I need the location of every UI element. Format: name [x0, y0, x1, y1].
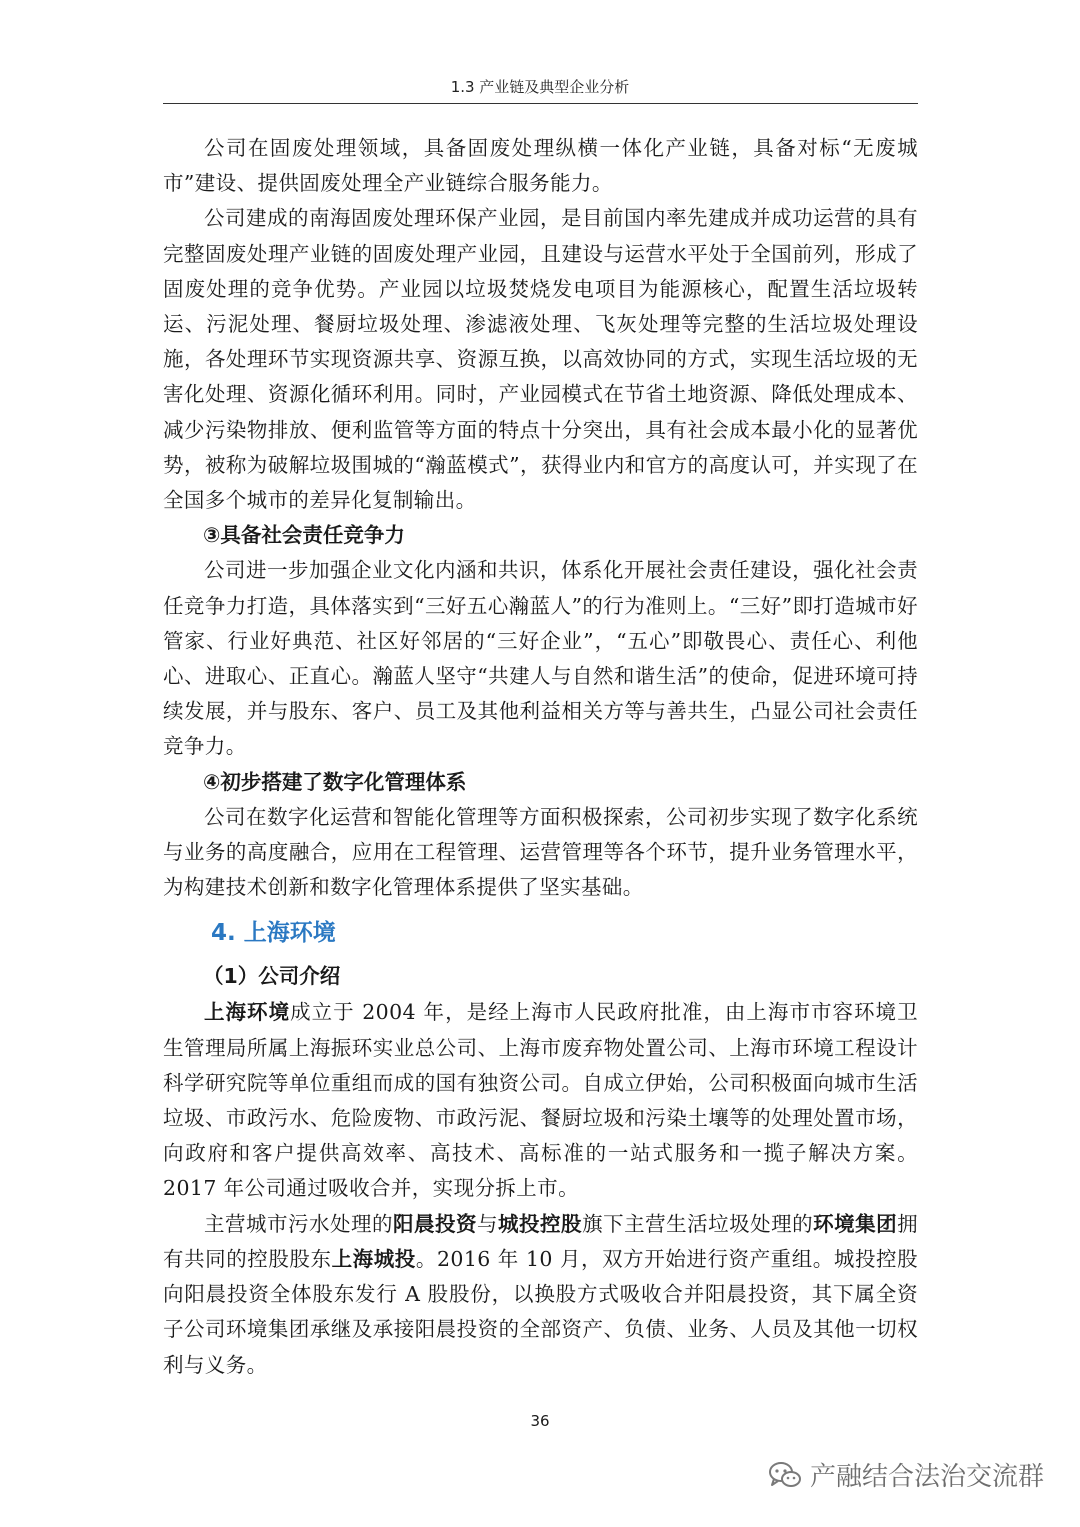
- paragraph-solid-waste-chain: 公司在固废处理领域，具备固废处理纵横一体化产业链，具备对标“无废城市”建设、提供固废处理全产业链综合服务能力。: [163, 136, 918, 196]
- text-run: 旗下主营生活垃圾处理的: [582, 1211, 814, 1236]
- header-divider: [163, 103, 918, 104]
- paragraph-social-responsibility: 公司进一步加强企业文化内涵和共识，体系化开展社会责任建设，强化社会责任竞争力打造，具体落实到“三好五心瀚蓝人”的行为准则上。“三好”即打造城市好管家、行业好典范、社区好邻居的“三好企业”，“五心”即敬畏心、责任心、利他心、进取心、正直心。瀚蓝人坚守“共建人与自然和谐生活”的使命，促进环境可持续发展，并与股东、客户、员工及其他利益相关方等与善共生，凸显公司社会责任竞争力。: [163, 558, 918, 759]
- page-number: 36: [530, 1412, 550, 1430]
- subheading-digital-management: ④初步搭建了数字化管理体系: [203, 769, 467, 794]
- running-header: 1.3 产业链及典型企业分析: [450, 78, 630, 96]
- text-run: 主营城市污水处理的: [204, 1211, 394, 1236]
- subheading-social-responsibility: ③具备社会责任竞争力: [203, 523, 405, 548]
- paragraph-nanhai-industrial-park: 公司建成的南海固废处理环保产业园，是目前国内率先建成并成功运营的具有完整固废处理产业链的固废处理产业园，且建设与运营水平处于全国前列，形成了固废处理的竞争优势。产业园以垃圾焚烧发电项目为能源核心，配置生活垃圾转运、污泥处理、餐厨垃圾处理、渗滤液处理、飞灰处理等完整的生活垃圾处理设施，各处理环节实现资源共享、资源互换，以高效协同的方式，实现生活垃圾的无害化处理、资源化循环利用。同时，产业园模式在节省土地资源、降低处理成本、减少污染物排放、便利监管等方面的特点十分突出，具有社会成本最小化的显著优势，被称为破解垃圾围城的“瀚蓝模式”，获得业内和官方的高度认可，并实现了在全国多个城市的差异化复制输出。: [163, 206, 918, 513]
- paragraph-asset-restructuring: [163, 1207, 918, 1383]
- text-run: 成立于 2004 年，是经上海市人民政府批准，由上海市市容环境卫生管理局所属上海振环实业总公司、上海市废弃物处置公司、上海市环境工程设计科学研究院等单位重组而成的国有独资公司。自成立伊始，公司积极面向城市生活垃圾、市政污水、危险废物、市政污泥、餐厨垃圾和污染土壤等的处理处置市场，向政府和客户提供高效率、高技术、高标准的一站式服务和一揽子解决方案。 2017 年公司通过吸收合并，实现分拆上市。: [163, 1000, 918, 1201]
- text-run: 。2016 年 10 月，双方开始进行资产重组。城投控股向阳晨投资全体股东发行 A 股股份，以换股方式吸收合并阳晨投资，其下属全资子公司环境集团承继及承接阳晨投资的全部资产、负债、业务、人员及其他一切权利与义务。: [163, 1246, 918, 1377]
- subsection-company-intro: （1）公司介绍: [203, 964, 341, 989]
- text-run: 与: [477, 1211, 499, 1236]
- bold-term: 环境集团: [813, 1211, 898, 1236]
- bold-term: 上海环境: [204, 1000, 291, 1025]
- page-body: [163, 131, 918, 1383]
- section-heading-shanghai-environment: 4. 上海环境: [211, 920, 336, 947]
- text-run: 拥有共同的控股股东: [163, 1211, 918, 1271]
- wechat-icon: [768, 1460, 802, 1490]
- bold-term: 阳晨投资: [393, 1211, 478, 1236]
- bold-term: 上海城投: [331, 1246, 416, 1271]
- watermark: [768, 1456, 1044, 1493]
- paragraph-company-intro: [163, 995, 918, 1206]
- bold-term: 城投控股: [498, 1211, 583, 1236]
- paragraph-digital-management: 公司在数字化运营和智能化管理等方面积极探索，公司初步实现了数字化系统与业务的高度融合，应用在工程管理、运营管理等各个环节，提升业务管理水平，为构建技术创新和数字化管理体系提供了坚实基础。: [163, 804, 918, 900]
- watermark-text: 产融结合法治交流群: [809, 1462, 1044, 1492]
